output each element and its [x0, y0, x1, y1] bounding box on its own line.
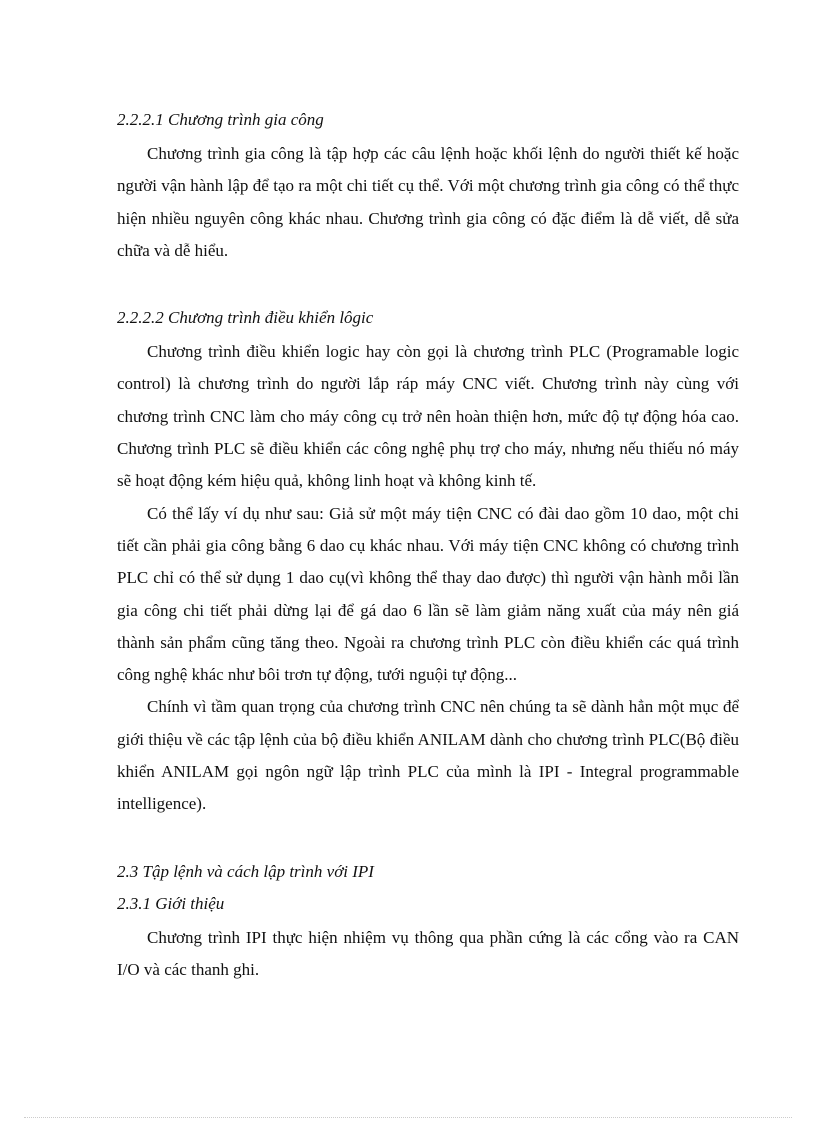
paragraph-anilam-intro: Chính vì tầm quan trọng của chương trình CNC nên chúng ta sẽ dành hẳn một mục để giới thiệu về các tập lệnh của bộ điều khiển ANILAM dành cho chương trình PLC(Bộ điều khiển ANILAM gọi ngôn ngữ lập trình PLC của mình là IPI - Integral programmable intelligence). [117, 697, 739, 814]
section-heading-2-3-1: 2.3.1 Giới thiệu [117, 893, 225, 913]
section-heading-2-2-2-1: 2.2.2.1 Chương trình gia công [117, 110, 324, 129]
section-heading-2-2-2-2: 2.2.2.2 Chương trình điều khiển lôgic [117, 308, 374, 328]
paragraph-plc-definition: Chương trình điều khiển logic hay còn gọi là chương trình PLC (Programable logic control) là chương trình do người lắp ráp máy CNC viết. Chương trình này cùng với chương trình CNC làm cho máy công cụ trở nên hoàn thiện hơn, mức độ tự động hóa cao. Chương trình PLC sẽ điều khiển các công nghệ phụ trợ cho máy, nhưng nếu thiếu nó máy sẽ hoạt động kém hiệu quả, không linh hoạt và không kinh tế. [117, 342, 739, 491]
page-content [117, 108, 739, 986]
paragraph-plc-example: Có thể lấy ví dụ như sau: Giả sử một máy tiện CNC có đài dao gồm 10 dao, một chi tiết cần phải gia công bằng 6 dao cụ khác nhau. Với máy tiện CNC không có chương trình PLC chỉ có thể sử dụng 1 dao cụ(vì không thể thay dao được) thì người vận hành mỗi lần gia công chi tiết phải dừng lại để gá dao 6 lần sẽ làm giảm năng xuất của máy nên giá thành sản phẩm cũng tăng theo. Ngoài ra chương trình PLC còn điều khiển các quá trình công nghệ khác như bôi trơn tự động, tưới nguội tự động... [117, 503, 739, 685]
paragraph-ipi-intro: Chương trình IPI thực hiện nhiệm vụ thông qua phần cứng là các cổng vào ra CAN I/O và các thanh ghi. [117, 927, 739, 979]
footer-dotted-rule [24, 1117, 792, 1118]
section-heading-2-3: 2.3 Tập lệnh và cách lập trình với IPI [117, 861, 374, 881]
paragraph-machining-program: Chương trình gia công là tập hợp các câu lệnh hoặc khối lệnh do người thiết kế hoặc người vận hành lập để tạo ra một chi tiết cụ thể. Với một chương trình gia công có thể thực hiện nhiều nguyên công khác nhau. Chương trình gia công có đặc điểm là dễ viết, dễ sửa chữa và dễ hiểu. [117, 144, 739, 260]
